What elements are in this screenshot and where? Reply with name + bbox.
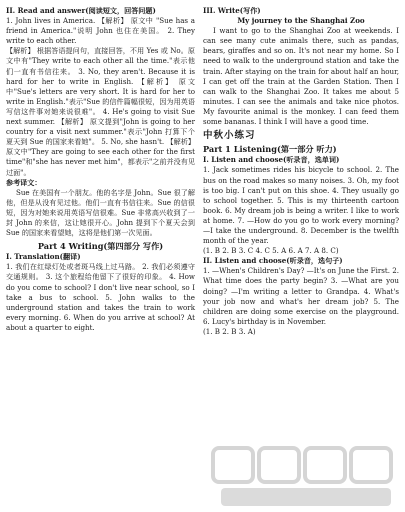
part4-heading: Part 4 Writing(第四部分 写作): [37, 241, 164, 252]
watermark-logo-icon: [211, 440, 401, 510]
reference-translation-text: Sue 在美国有一个朋友。他的名字是 John。Sue 很了解他，但是从没有见过他。他们一直有书信往来。Sue 的信很短，因为对她来说用英语写信很难。Sue 非常高兴收到了一封 John 的来信，这让她很开心。John 提到下个夏天会到 Sue 的国家来看望她，这将是他们第一次见面。: [6, 187, 195, 238]
answer-paragraph-1: 1. John lives in America. 【解析】 原文中 "Sue has a friend in America."说明 John 也住在美国。 2. They write to each other.: [6, 16, 195, 46]
listen-choose-words-text: 1. Jack sometimes rides his bicycle to school. 2. The bus on the road makes so many noises. 3. Oh, my foot is too big. I can't put on this shoe. 4. They usually go to school together. 5. This is my thirteenth cartoon book. 6. My dream job is being a writer. I like to work at home. 7. —How do you go to work every morning? —I take the underground. 8. December is the twelfth month of the year.: [203, 165, 399, 246]
listen-choose-words-heading: I. Listen and choose(听录音，选单词): [203, 155, 340, 165]
listen-choose-words-answers: (1. B 2. B 3. C 4. C 5. A 6. A 7. A 8. C): [203, 246, 339, 256]
part1-heading: Part 1 Listening(第一部分 听力): [203, 144, 337, 155]
right-column: [203, 6, 399, 337]
listen-choose-sentences-heading: II. Listen and choose(听录音，选句子): [203, 256, 343, 266]
listen-choose-sentences-text: 1. —When's Children's Day? —It's on June the First. 2. What time does the party begin? 3. —What are you doing? —I'm writing a letter to Grandpa. 4. What's your job now and what's her dream job? 5. The children are doing some exercise on the playground. 6. Lucy's birthday is in November.: [203, 266, 399, 326]
translation-heading: I. Translation(翻译): [6, 252, 81, 262]
left-column: [6, 6, 195, 333]
listen-choose-sentences-answers: (1. B 2. B 3. A): [203, 326, 256, 336]
essay-text: I want to go to the Shanghai Zoo at weekends. I can see many cute animals there, such as pandas, bears, giraffes and so on. It's not near my home. So I need to walk to the underground station and take the train. After staying on the train for about half an hour, I can get off the train at the Garden Station. Then I can walk to the Shanghai Zoo. It takes me about 5 minutes. I can see the animals and take nice photos. My favourite animal is the monkey. I can feed them some bananas. I think I will have a good time.: [203, 26, 399, 127]
midterm-practice-title: 中秋小练习: [203, 130, 256, 142]
reference-translation-heading: 参考译文：: [6, 177, 42, 187]
essay-title: My journey to the Shanghai Zoo: [237, 16, 365, 26]
section-heading-read-answer: II. Read and answer(阅读短文，回答问题): [6, 6, 156, 15]
write-heading: III. Write(写作): [203, 6, 261, 15]
translation-text: 1. 我们在红绿灯处或者斑马线上过马路。 2. 我们必须遵守交通规则。 3. 这个旅程给他留下了很好的印象。 4. How do you come to school? I don't live near school, so I take a bus to school. 5. John walks to the underground station and takes the train to work every morning. 6. When do you arrive at school? At about a quarter to eight.: [6, 262, 195, 332]
answer-paragraph-2: 【解析】 根据答语提问句，直接回答，不用 Yes 或 No。原文中有"They write to each other all the time."表示他们一直有书信往来。 3. No, they aren't. Because it is hard for her to write in English. 【解析】 原文中"Sue's letters are very short. It is hard for her to write in English."表示"Sue 的信件篇幅很短，因为用英语写信这件事对她来说很难"。 4. He's going to visit Sue next summer. 【解析】 原文提到"John is going to her country for a visit next summer."表示"John 打算下个夏天到 Sue 的国家来看她"。 5. No, she hasn't. 【解析】 原文中"They are going to see each other for the first time"和"she has never met him"，都表示"之前并没有见过面"。: [6, 46, 195, 177]
